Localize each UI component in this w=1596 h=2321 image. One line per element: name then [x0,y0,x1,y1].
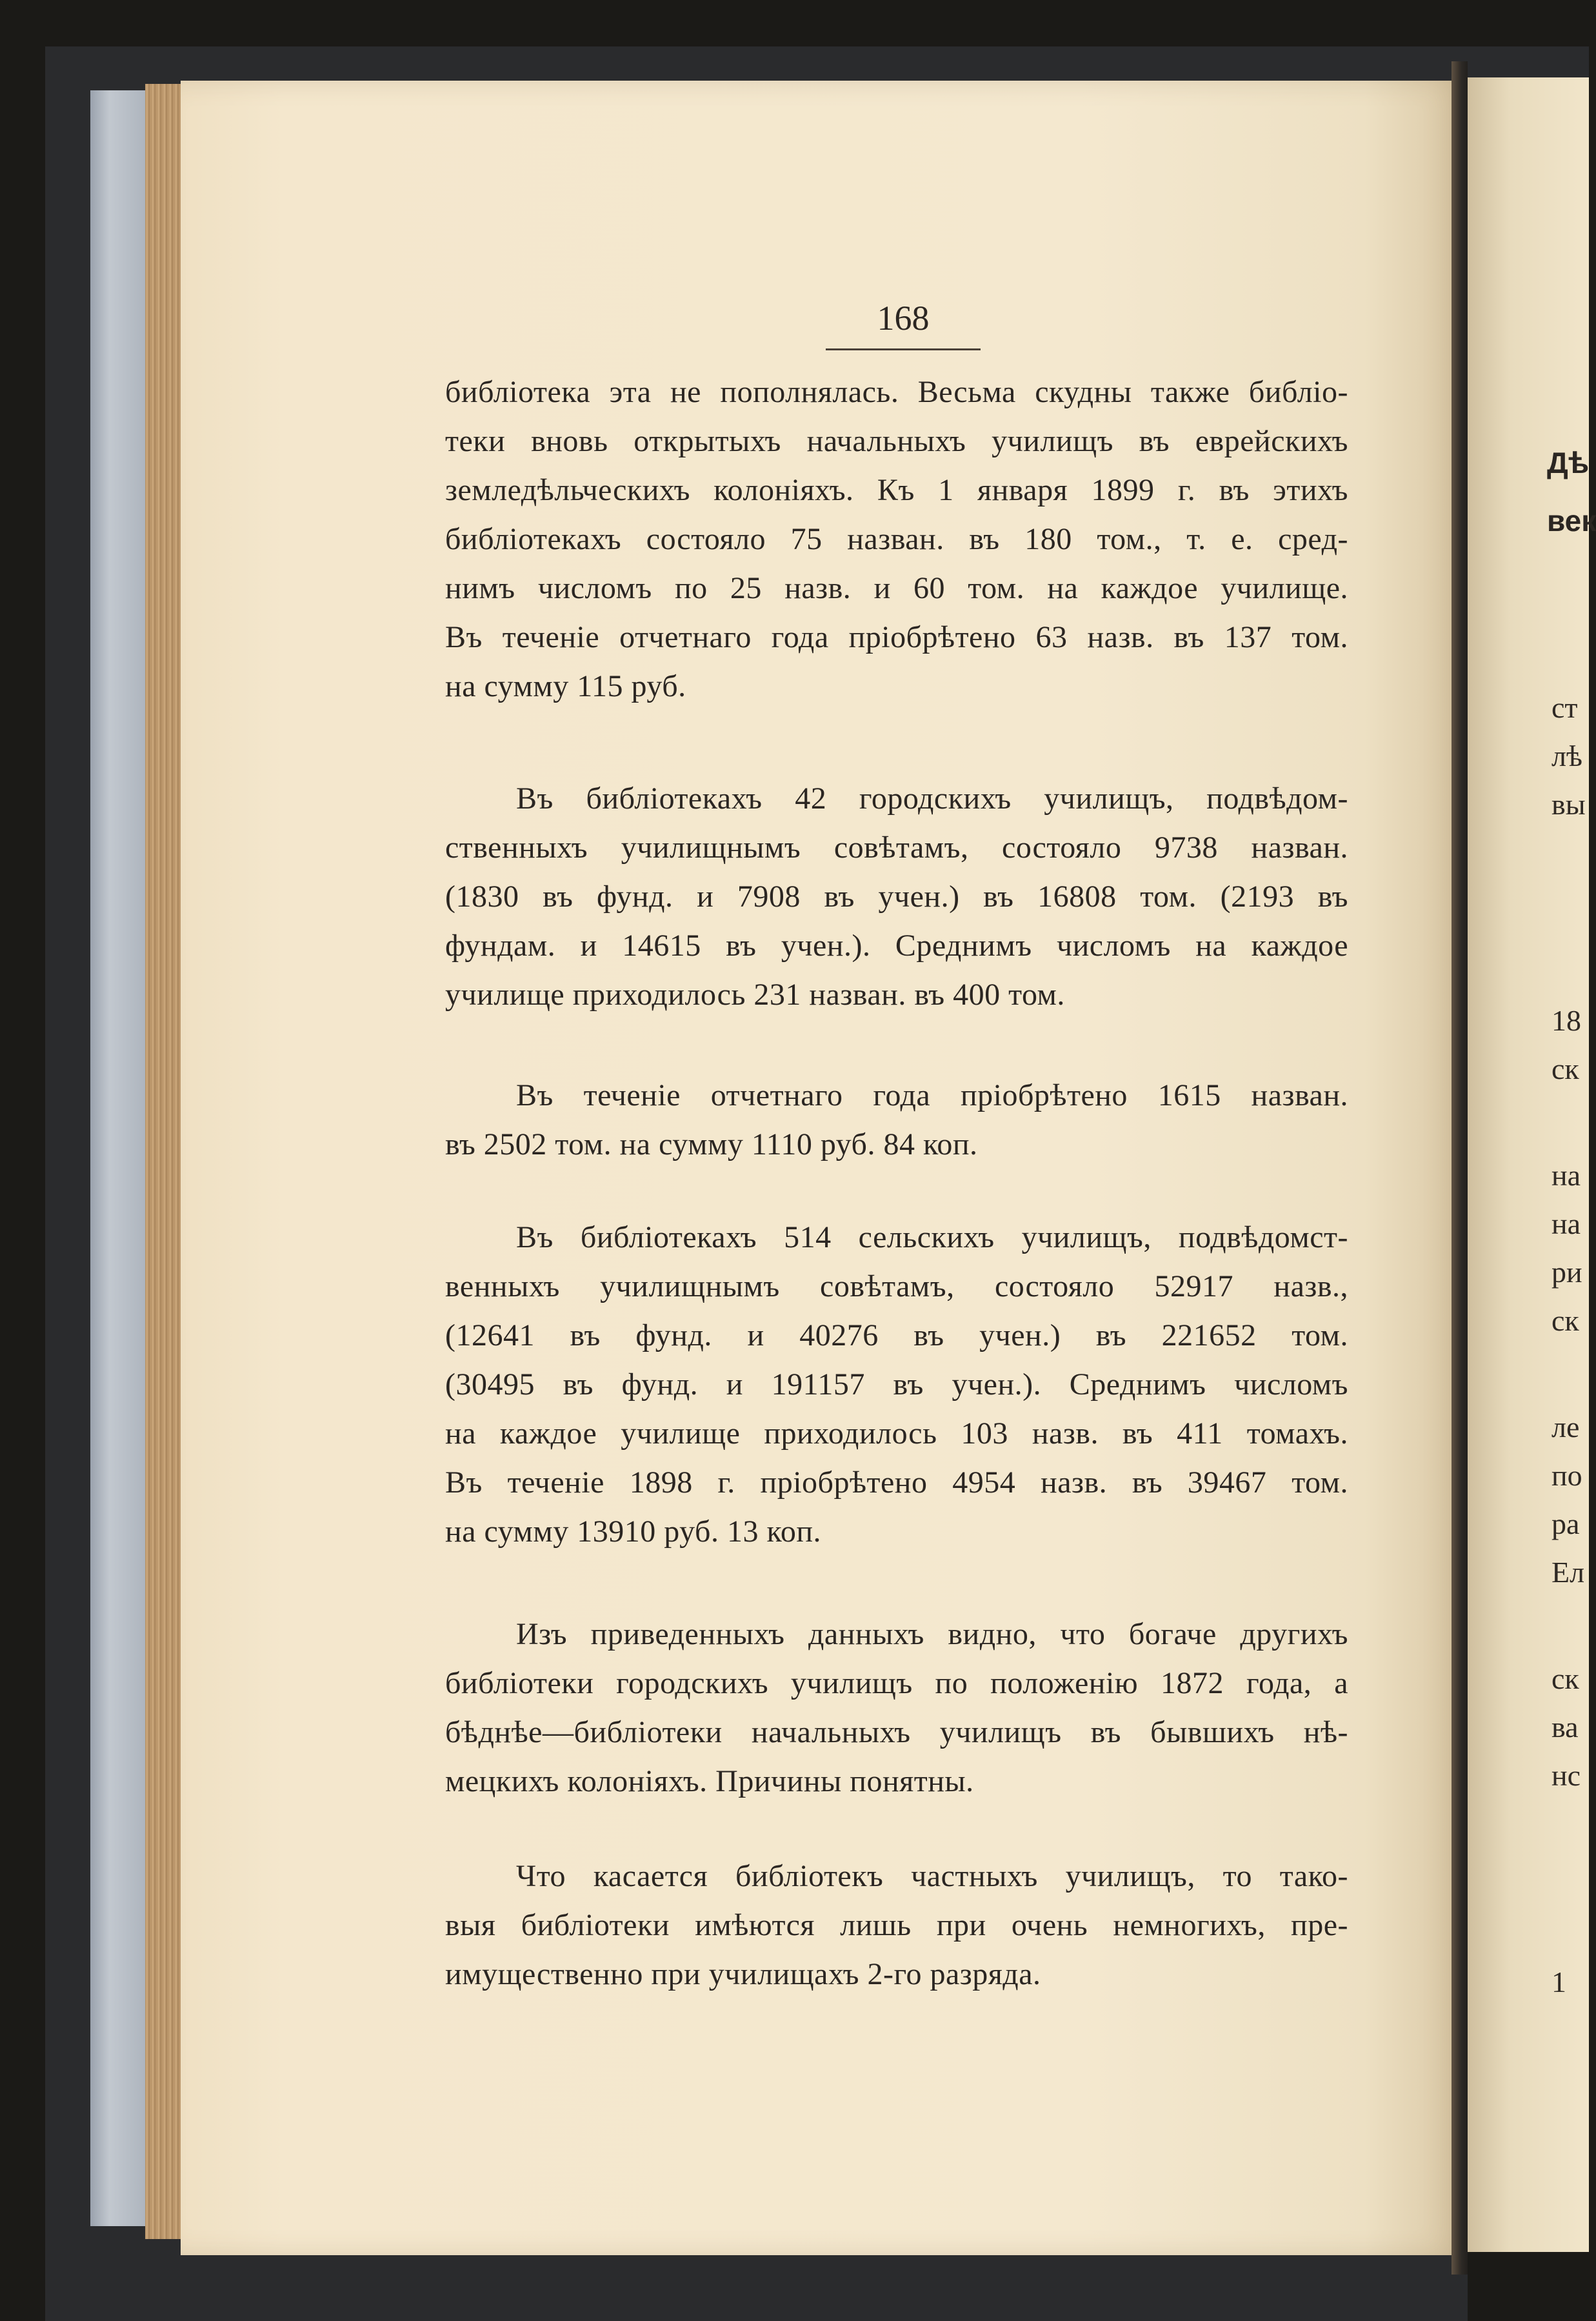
text-line: (1830 въ фунд. и 7908 въ учен.) въ 16808 том. (2193 въ [445,879,1348,914]
paragraph-4 [445,1213,1348,1556]
right-page-text-fragment: нс [1551,1759,1581,1792]
text-line: Въ теченіе 1898 г. пріобрѣтено 4954 назв. въ 39467 том. [445,1465,1348,1500]
text-line: земледѣльческихъ колоніяхъ. Къ 1 января 1899 г. въ этихъ [445,473,1348,507]
page-number-rule [826,348,981,350]
paragraph-1 [445,368,1348,711]
right-page-text-fragment: Ел [1551,1556,1585,1589]
right-page-shadow [1468,2252,1589,2321]
right-page-text-fragment: 18 [1551,1004,1581,1037]
text-line: бѣднѣе—библіотеки начальныхъ училищъ въ бывшихъ нѣ- [445,1715,1348,1749]
text-line: на сумму 115 руб. [445,669,686,703]
right-page-text-fragment: ва [1551,1711,1579,1743]
text-line: нимъ числомъ по 25 назв. и 60 том. на каждое училище. [445,571,1348,605]
text-line: библіотеки городскихъ училищъ по положенію 1872 года, а [445,1666,1348,1700]
right-page-text-fragment: 1 [1551,1965,1566,1998]
text-line: библіотека эта не пополнялась. Весьма скудны также библіо- [445,375,1348,409]
text-line: на сумму 13910 руб. 13 коп. [445,1514,822,1549]
text-line: венныхъ училищнымъ совѣтамъ, состояло 52917 назв., [445,1269,1348,1303]
text-line: мецкихъ колоніяхъ. Причины понятны. [445,1764,974,1798]
page-number: 168 [877,299,930,337]
text-line: теки вновь открытыхъ начальныхъ училищъ въ еврейскихъ [445,424,1348,458]
text-line: Что касается библіотекъ частныхъ училищъ, то тако- [516,1859,1348,1893]
text-line: (30495 въ фунд. и 191157 въ учен.). Среднимъ числомъ [445,1367,1348,1402]
right-page-heading-fragment: век [1547,504,1596,538]
paragraph-6 [445,1852,1348,1999]
text-line: Изъ приведенныхъ данныхъ видно, что богаче другихъ [516,1617,1348,1651]
right-page-text-fragment: ри [1551,1256,1582,1289]
text-line: Въ теченіе отчетнаго года пріобрѣтено 63 назв. въ 137 том. [445,620,1348,654]
text-line: (12641 въ фунд. и 40276 въ учен.) въ 221652 том. [445,1318,1348,1352]
paragraph-2 [445,774,1348,1020]
text-line: имущественно при училищахъ 2-го разряда. [445,1957,1041,1991]
text-line: Въ библіотекахъ 42 городскихъ училищъ, подвѣдом- [516,781,1348,816]
right-page-text-fragment: вы [1551,788,1586,821]
right-page-heading-fragment: Дѣ [1547,446,1590,479]
text-line: училище приходилось 231 назван. въ 400 том. [445,978,1065,1012]
text-line: Въ библіотекахъ 514 сельскихъ училищъ, подвѣдомст- [516,1220,1348,1254]
paragraph-3 [445,1071,1348,1169]
right-page-text-fragment: ст [1551,691,1578,724]
right-page-text-fragment: ск [1551,1662,1579,1695]
right-page-text-fragment: на [1551,1207,1581,1240]
right-page-text-fragment: лѣ [1551,739,1582,772]
right-page-text-fragment: на [1551,1159,1581,1192]
book-gutter [1451,61,1468,2275]
text-line: фундам. и 14615 въ учен.). Среднимъ числомъ на каждое [445,929,1348,963]
text-line: библіотекахъ состояло 75 назван. въ 180 том., т. е. сред- [445,522,1348,556]
text-line: въ 2502 том. на сумму 1110 руб. 84 коп. [445,1127,978,1161]
right-page-text-fragment: ле [1551,1411,1580,1443]
text-line: ственныхъ училищнымъ совѣтамъ, состояло 9738 назван. [445,830,1348,865]
text-line: выя библіотеки имѣются лишь при очень немногихъ, пре- [445,1908,1348,1942]
cover-edge [90,90,145,2226]
right-page-text-fragment: ск [1551,1052,1579,1085]
text-line: на каждое училище приходилось 103 назв. въ 411 томахъ. [445,1416,1348,1451]
right-page-text-fragment: по [1551,1459,1582,1492]
text-line: Въ теченіе отчетнаго года пріобрѣтено 1615 назван. [516,1078,1348,1112]
paragraph-5 [445,1610,1348,1806]
right-page-text-fragment: ра [1551,1507,1580,1540]
right-page-text-fragment: ск [1551,1304,1579,1337]
